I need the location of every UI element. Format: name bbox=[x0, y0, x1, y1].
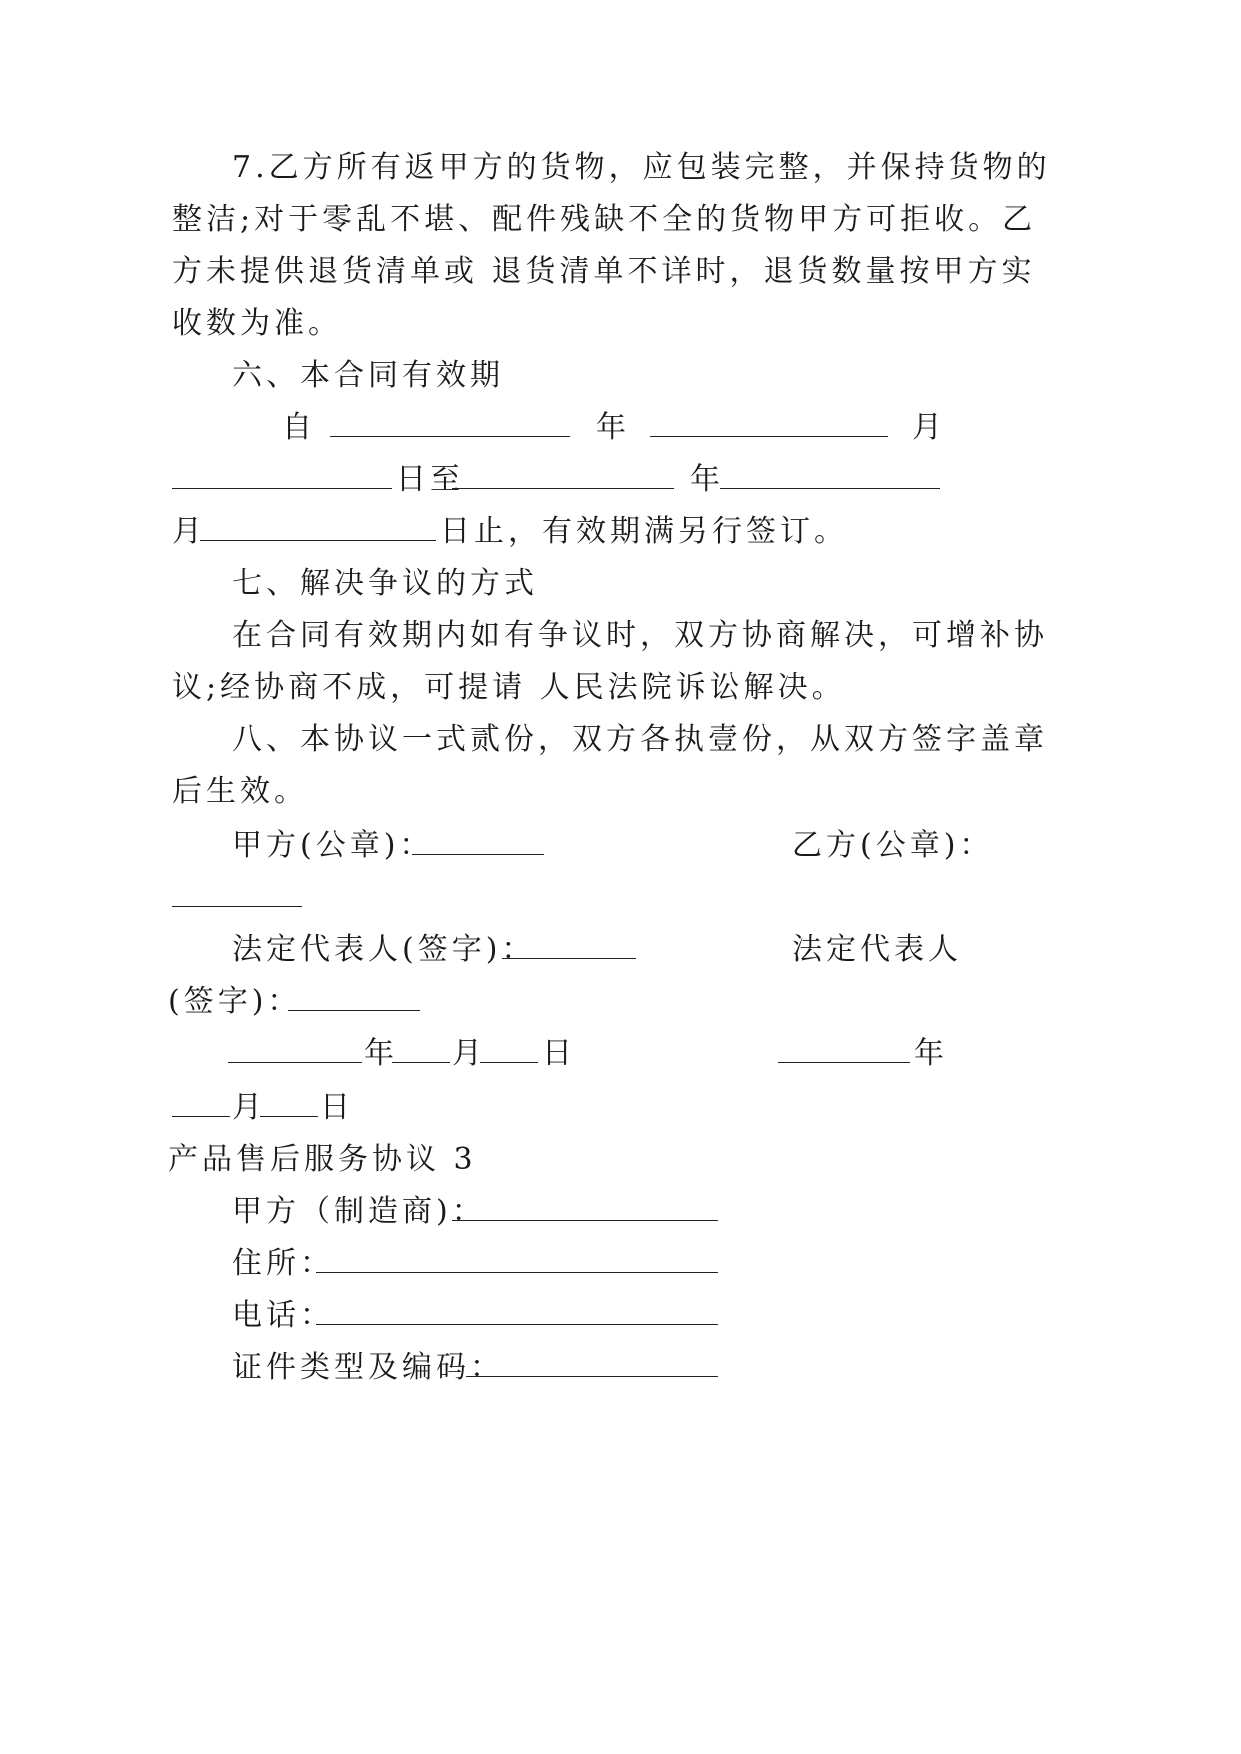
date-b-year-label: 年 bbox=[914, 1036, 948, 1071]
validity-month2-label: 月 bbox=[172, 514, 206, 549]
start-month-blank bbox=[650, 410, 888, 437]
agreement3-title: 产品售后服务协议 3 bbox=[168, 1142, 477, 1177]
date-b-day-blank bbox=[260, 1090, 318, 1117]
clause7-line4: 收数为准。 bbox=[172, 306, 342, 341]
date-a-day-label: 日 bbox=[542, 1036, 576, 1071]
date-a-day-blank bbox=[480, 1036, 538, 1063]
section8-line2: 后生效。 bbox=[172, 774, 308, 809]
rep-a-blank bbox=[502, 932, 636, 959]
clause7-line3: 方未提供退货清单或 退货清单不详时，退货数量按甲方实 bbox=[172, 254, 1036, 289]
clause7-line1: 7.乙方所有返甲方的货物，应包装完整，并保持货物的 bbox=[232, 150, 1051, 185]
validity-day-to-label: 日至 bbox=[396, 462, 464, 497]
validity-year-label: 年 bbox=[596, 410, 630, 445]
section8-line1: 八、本协议一式贰份，双方各执壹份，从双方签字盖章 bbox=[232, 722, 1048, 757]
validity-year2-label: 年 bbox=[690, 462, 724, 497]
rep-b-label-1: 法定代表人 bbox=[792, 932, 962, 967]
address-blank bbox=[316, 1246, 718, 1273]
date-a-year-blank bbox=[228, 1036, 362, 1063]
rep-b-label-2: (签字)： bbox=[168, 984, 302, 1019]
rep-b-blank bbox=[288, 984, 420, 1011]
validity-month-label: 月 bbox=[912, 410, 946, 445]
date-b-month-label: 月 bbox=[232, 1090, 266, 1125]
party-b-seal-blank bbox=[172, 880, 302, 907]
phone-label: 电话： bbox=[232, 1298, 334, 1333]
validity-end-text: 日止，有效期满另行签订。 bbox=[440, 514, 848, 549]
section7-line1: 在合同有效期内如有争议时，双方协商解决，可增补协 bbox=[232, 618, 1048, 653]
party-a-seal-label: 甲方(公章)： bbox=[232, 828, 434, 863]
section6-heading: 六、本合同有效期 bbox=[232, 358, 504, 393]
end-day-blank bbox=[200, 514, 436, 541]
date-a-month-label: 月 bbox=[452, 1036, 486, 1071]
manufacturer-label: 甲方（制造商)： bbox=[232, 1194, 486, 1229]
section7-line2: 议;经协商不成，可提请 人民法院诉讼解决。 bbox=[172, 670, 846, 705]
clause7-line2: 整洁;对于零乱不堪、配件残缺不全的货物甲方可拒收。乙 bbox=[172, 202, 1037, 237]
phone-blank bbox=[316, 1298, 718, 1325]
address-label: 住所： bbox=[232, 1246, 334, 1281]
end-year-blank bbox=[452, 462, 674, 489]
id-type-blank bbox=[466, 1350, 718, 1377]
id-type-label: 证件类型及编码： bbox=[232, 1350, 504, 1385]
manufacturer-blank bbox=[452, 1194, 718, 1221]
rep-a-label: 法定代表人(签字)： bbox=[232, 932, 536, 967]
party-b-seal-label: 乙方(公章)： bbox=[792, 828, 994, 863]
date-a-month-blank bbox=[392, 1036, 450, 1063]
start-day-blank bbox=[172, 462, 392, 489]
date-b-day-label: 日 bbox=[320, 1090, 354, 1125]
date-b-year-blank bbox=[778, 1036, 910, 1063]
end-month-blank bbox=[720, 462, 940, 489]
section7-heading: 七、解决争议的方式 bbox=[232, 566, 538, 601]
date-b-month-blank bbox=[172, 1090, 230, 1117]
party-a-seal-blank bbox=[412, 828, 544, 855]
start-year-blank bbox=[330, 410, 570, 437]
validity-from-label: 自 bbox=[282, 410, 316, 445]
date-a-year-label: 年 bbox=[364, 1036, 398, 1071]
